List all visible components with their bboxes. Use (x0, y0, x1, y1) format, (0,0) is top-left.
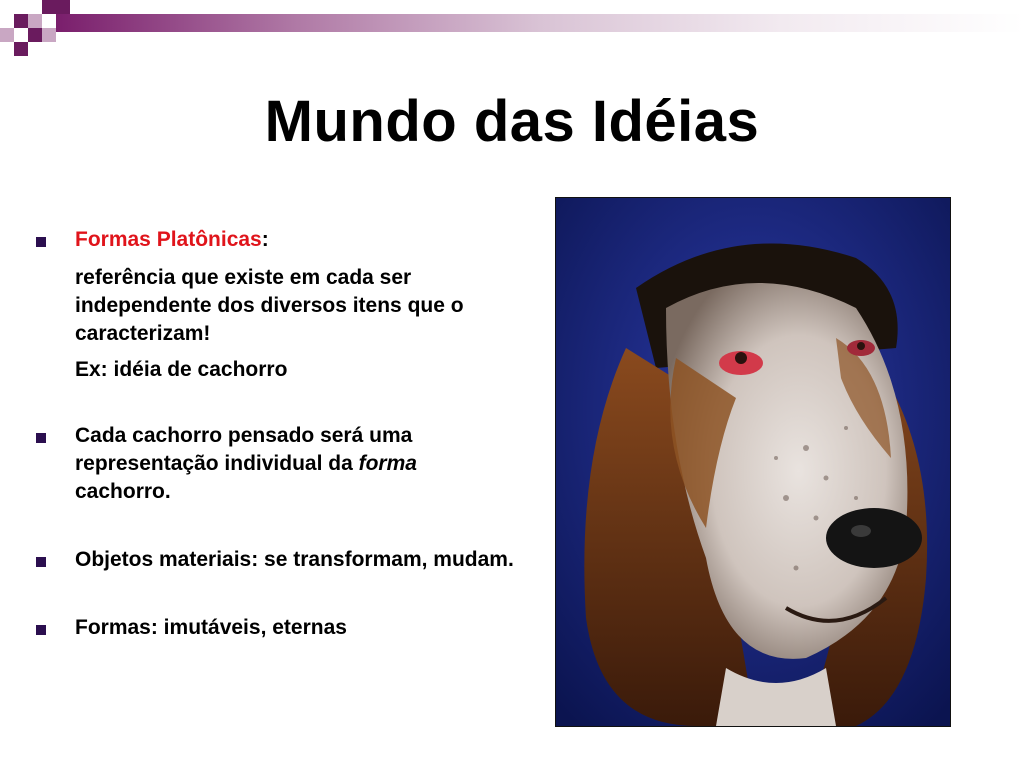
list-item: Formas Platônicas: (36, 226, 516, 254)
deco-square (28, 14, 42, 28)
list-item: Cada cachorro pensado será uma representação individual da forma cachorro. (36, 422, 516, 506)
deco-square (14, 42, 28, 56)
list-item: Objetos materiais: se transformam, mudam. (36, 546, 516, 574)
square-bullet-icon (36, 433, 46, 443)
square-bullet-icon (36, 557, 46, 567)
definition-text: referência que existe em cada ser independente dos diversos itens que o caracterizam! (75, 266, 464, 345)
list-item: Formas: imutáveis, eternas (36, 614, 516, 642)
slide-title: Mundo das Idéias (264, 89, 760, 154)
dog-photo (555, 197, 951, 727)
deco-square (28, 28, 42, 42)
term-highlight: Formas Platônicas (75, 228, 262, 251)
square-bullet-icon (36, 237, 46, 247)
deco-square (14, 14, 28, 28)
deco-square (56, 0, 70, 14)
deco-square (0, 28, 14, 42)
basset-hound-image (556, 198, 950, 726)
example-text: Ex: idéia de cachorro (75, 358, 288, 381)
deco-square (42, 28, 56, 42)
italic-word: forma (358, 452, 417, 475)
deco-square (42, 0, 56, 14)
gradient-bar (56, 14, 1024, 32)
square-bullet-icon (36, 625, 46, 635)
bullet-list (36, 226, 516, 644)
